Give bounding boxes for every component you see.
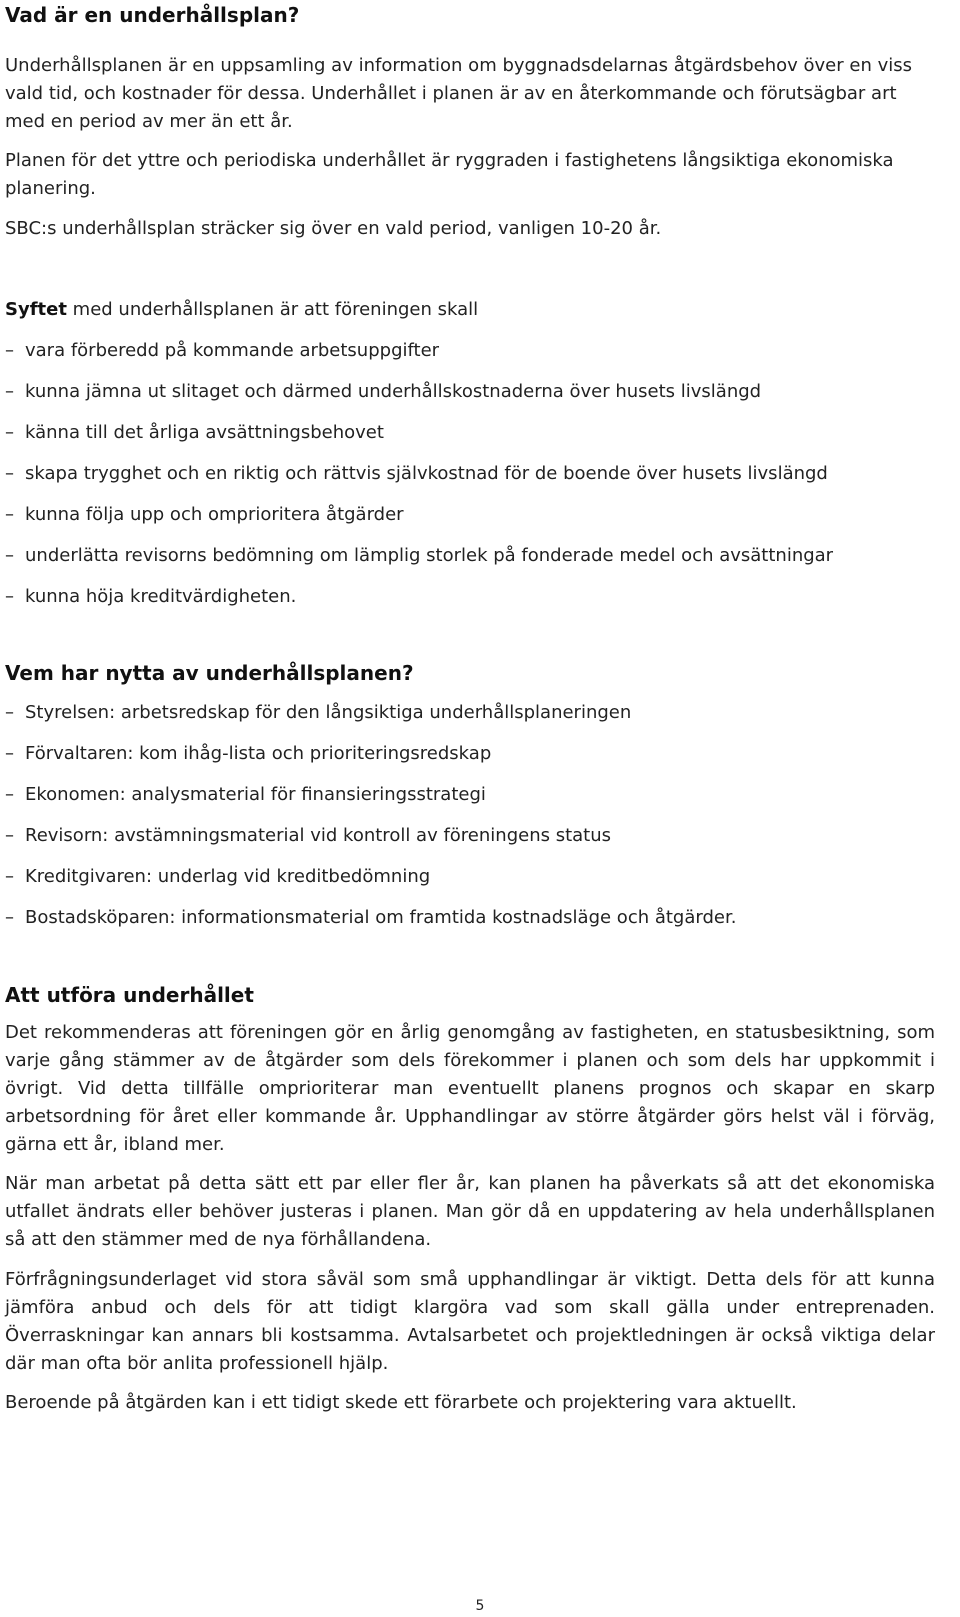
list-item-text: Kreditgivaren: underlag vid kreditbedömning xyxy=(25,865,431,887)
list-item-text: känna till det årliga avsättningsbehovet xyxy=(25,421,384,443)
list-item xyxy=(5,774,935,815)
paragraph-period: SBC:s underhållsplan sträcker sig över en vald period, vanligen 10-20 år. xyxy=(5,218,662,239)
list-item-text: kunna höja kreditvärdigheten. xyxy=(25,585,297,607)
purpose-lead-bold: Syftet xyxy=(5,299,67,320)
dash-icon: – xyxy=(5,701,14,723)
list-item-text: skapa trygghet och en riktig och rättvis självkostnad för de boende över husets livslängd xyxy=(25,462,828,484)
page-number: 5 xyxy=(475,1598,485,1614)
section-title-who-benefits: Vem har nytta av underhållsplanen? xyxy=(5,661,414,685)
dash-icon: – xyxy=(5,865,14,887)
list-item-text: vara förberedd på kommande arbetsuppgifter xyxy=(25,339,440,361)
purpose-lead-rest: med underhållsplanen är att föreningen skall xyxy=(66,299,479,320)
dash-icon: – xyxy=(5,906,14,928)
list-item xyxy=(5,330,935,371)
dash-icon: – xyxy=(5,742,14,764)
paragraph-early-stage: Beroende på åtgärden kan i ett tidigt skede ett förarbete och projektering vara aktuellt. xyxy=(5,1392,797,1413)
list-item-text: kunna jämna ut slitaget och därmed underhållskostnaderna över husets livslängd xyxy=(25,380,762,402)
purpose-list xyxy=(5,330,935,617)
dash-icon: – xyxy=(5,503,14,525)
list-item-text: kunna följa upp och omprioritera åtgärder xyxy=(25,503,404,525)
list-item-text: Revisorn: avstämningsmaterial vid kontroll av föreningens status xyxy=(25,824,612,846)
paragraph-update-plan: När man arbetat på detta sätt ett par eller fler år, kan planen ha påverkats så att det ekonomiska utfallet ändrats eller behöver justeras i planen. Man gör då en uppdatering av hela underhållsplanen så att den stämmer med de nya förhållandena. xyxy=(5,1173,935,1250)
dash-icon: – xyxy=(5,421,14,443)
list-item xyxy=(5,733,935,774)
paragraph-annual-review: Det rekommenderas att föreningen gör en årlig genomgång av fastigheten, en statusbesiktning, som varje gång stämmer av de åtgärder som dels förekommer i planen och som dels har uppkommit i övrigt. Vid detta tillfälle omprioriterar man eventuellt planens prognos och skapar en skarp arbetsordning för året eller kommande år. Upphandlingar av större åtgärder görs helst väl i förväg, gärna ett år, ibland mer. xyxy=(5,1022,935,1155)
list-item xyxy=(5,371,935,412)
dash-icon: – xyxy=(5,339,14,361)
paragraph-procurement: Förfrågningsunderlaget vid stora såväl som små upphandlingar är viktigt. Detta dels för att kunna jämföra anbud och dels för att tidigt klargöra vad som skall gälla under entreprenaden. Överraskningar kan annars bli kostsamma. Avtalsarbetet och projektledningen är också viktiga delar där man ofta bör anlita professionell hjälp. xyxy=(5,1269,935,1374)
beneficiaries-list xyxy=(5,692,935,938)
dash-icon: – xyxy=(5,585,14,607)
list-item-text: Förvaltaren: kom ihåg-lista och prioriteringsredskap xyxy=(25,742,492,764)
dash-icon: – xyxy=(5,824,14,846)
dash-icon: – xyxy=(5,380,14,402)
list-item-text: Bostadsköparen: informationsmaterial om framtida kostnadsläge och åtgärder. xyxy=(25,906,737,928)
list-item xyxy=(5,692,935,733)
paragraph-backbone: Planen för det yttre och periodiska underhållet är ryggraden i fastighetens långsiktiga ekonomiska planering. xyxy=(5,150,894,199)
dash-icon: – xyxy=(5,462,14,484)
list-item xyxy=(5,897,935,938)
section-title-what-is: Vad är en underhållsplan? xyxy=(5,3,300,27)
list-item xyxy=(5,535,935,576)
list-item-text: Styrelsen: arbetsredskap för den långsiktiga underhållsplaneringen xyxy=(25,701,632,723)
list-item xyxy=(5,494,935,535)
list-item xyxy=(5,412,935,453)
list-item xyxy=(5,576,935,617)
paragraph-definition: Underhållsplanen är en uppsamling av information om byggnadsdelarnas åtgärdsbehov över en viss vald tid, och kostnader för dessa. Underhållet i planen är av en återkommande och förutsägbar art med en period av mer än ett år. xyxy=(5,55,912,132)
dash-icon: – xyxy=(5,544,14,566)
list-item xyxy=(5,856,935,897)
list-item xyxy=(5,815,935,856)
section-title-perform-maintenance: Att utföra underhållet xyxy=(5,983,254,1007)
list-item-text: Ekonomen: analysmaterial för finansieringsstrategi xyxy=(25,783,486,805)
list-item xyxy=(5,453,935,494)
purpose-lead xyxy=(5,296,935,324)
list-item-text: underlätta revisorns bedömning om lämplig storlek på fonderade medel och avsättningar xyxy=(25,544,834,566)
dash-icon: – xyxy=(5,783,14,805)
